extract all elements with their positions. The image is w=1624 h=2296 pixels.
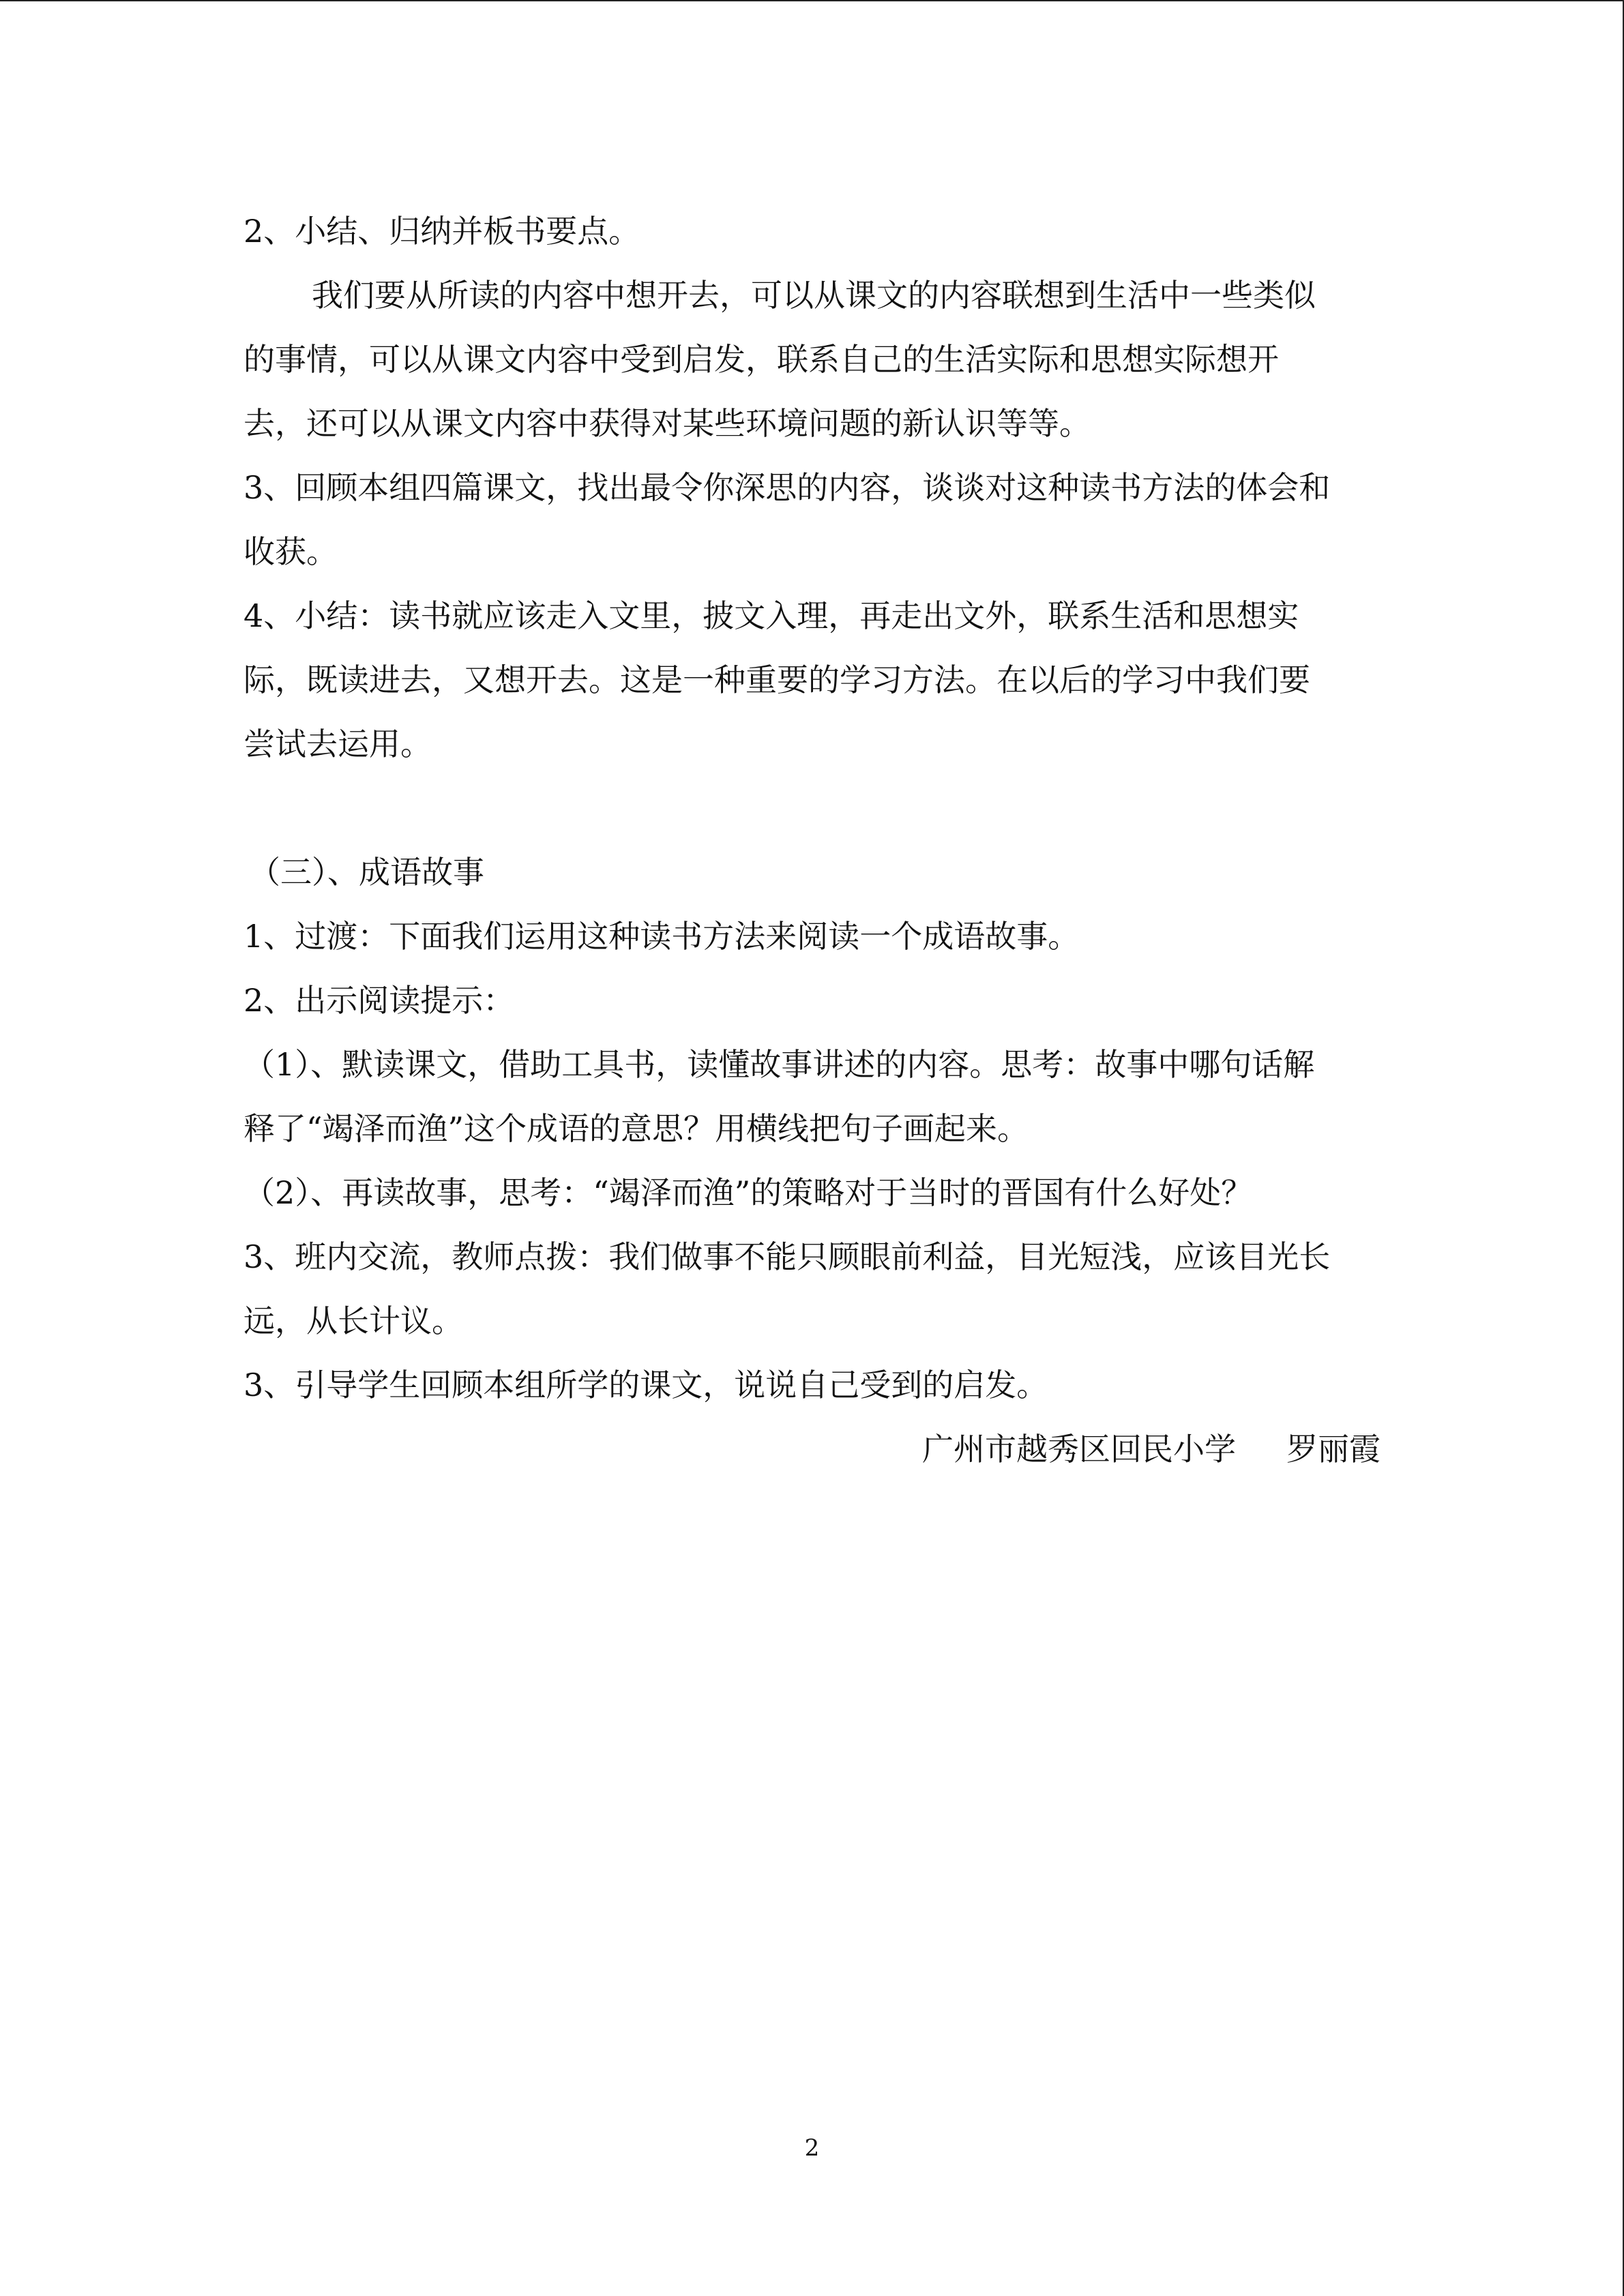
text-line: （2）、再读故事，思考：“竭泽而渔”的策略对于当时的晋国有什么好处？ [243,1174,1253,1211]
text-line: （1）、默读课文，借助工具书，读懂故事讲述的内容。思考：故事中哪句话解 [243,1046,1315,1083]
text-line: 收获。 [243,533,338,570]
text-line: 我们要从所读的内容中想开去，可以从课文的内容联想到生活中一些类似 [312,277,1316,314]
text-line: 1、过渡：下面我们运用这种读书方法来阅读一个成语故事。 [243,918,1080,955]
text-line: 2、小结、归纳并板书要点。 [243,213,640,250]
text-line: 尝试去运用。 [243,726,432,762]
text-line: 3、回顾本组四篇课文，找出最令你深思的内容，谈谈对这种读书方法的体会和 [243,469,1331,506]
section-heading: （三）、成语故事 [249,854,484,891]
paragraph-spacer [243,776,1386,840]
text-line: 3、引导学生回顾本组所学的课文，说说自己受到的启发。 [243,1367,1048,1403]
text-line: 3、班内交流，教师点拨：我们做事不能只顾眼前利益，目光短浅，应该目光长 [243,1238,1331,1275]
signature [243,1417,1386,1481]
document-body [243,199,1386,1481]
text-line: 去，还可以从课文内容中获得对某些环境问题的新认识等等。 [243,405,1091,442]
signature-author: 罗丽霞 [1286,1431,1381,1467]
text-line: 的事情，可以从课文内容中受到启发，联系自己的生活实际和思想实际想开 [243,341,1279,378]
text-line: 释了“竭泽而渔”这个成语的意思？用横线把句子画起来。 [243,1110,1029,1147]
text-line: 4、小结：读书就应该走入文里，披文入理，再走出文外，联系生活和思想实 [243,597,1299,634]
signature-school: 广州市越秀区回民小学 [922,1431,1236,1467]
text-line: 2、出示阅读提示： [243,982,515,1019]
text-line: 际，既读进去，又想开去。这是一种重要的学习方法。在以后的学习中我们要 [243,661,1310,698]
page-number: 2 [804,2134,820,2162]
text-line: 远，从长计议。 [243,1302,463,1339]
